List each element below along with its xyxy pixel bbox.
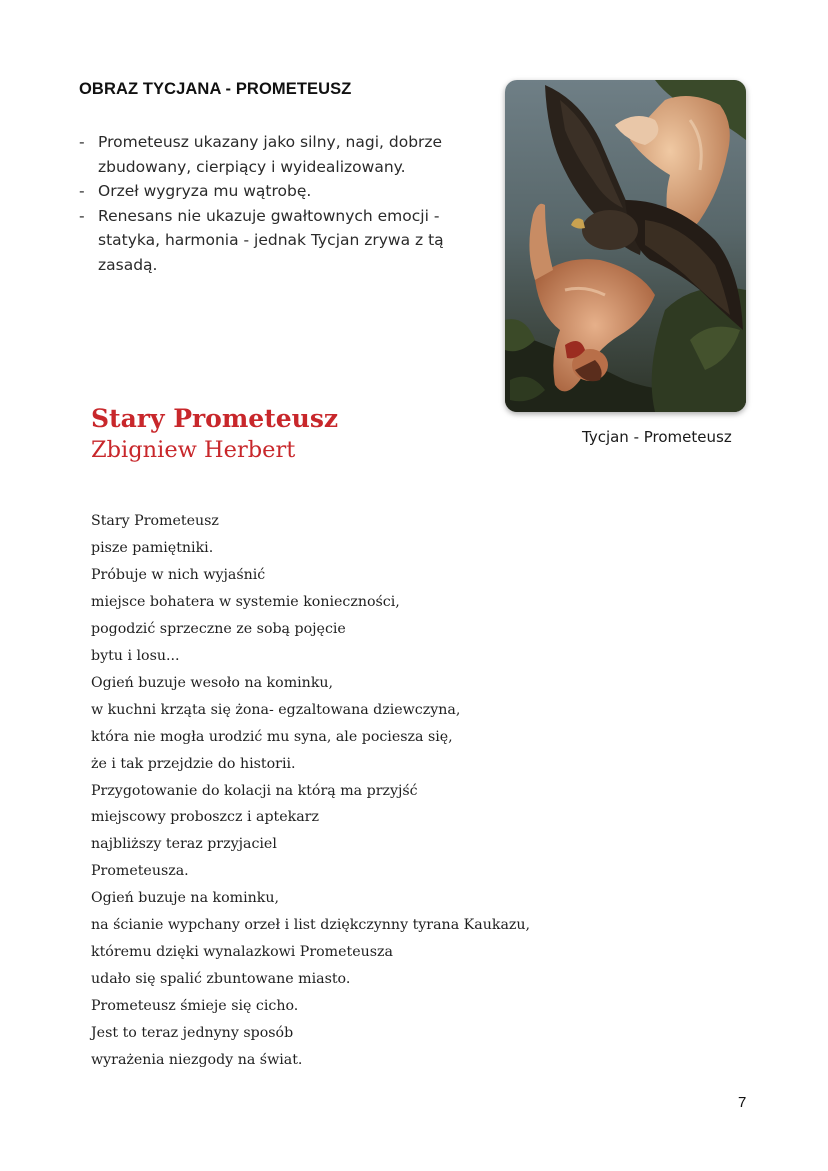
poem-line: któremu dzięki wynalazkowi Prometeusza [91,944,393,961]
poem-line: na ścianie wypchany orzeł i list dziękczynny tyrana Kaukazu, [91,917,531,934]
painting-caption: Tycjan - Prometeusz [582,428,732,446]
poem-line: w kuchni krząta się żona- egzaltowana dziewczyna, [91,701,461,718]
poem-line: Prometeusza. [91,863,189,880]
bullet-line: Renesans nie ukazuje gwałtownych emocji - [98,206,440,225]
poem-line: Ogień buzuje na kominku, [91,890,280,907]
poem-title: Stary Prometeusz [91,404,339,433]
bullet-marker: - [79,182,85,200]
poem-line: Jest to teraz jednyny sposób [91,1025,294,1042]
bullet-line: statyka, harmonia - jednak Tycjan zrywa z tą [98,231,444,249]
bullet-item [79,130,479,179]
poem-line: najbliższy teraz przyjaciel [91,836,277,853]
poem-line: pisze pamiętniki. [91,539,214,556]
poem-line: miejscowy proboszcz i aptekarz [91,809,319,826]
poem-line: wyrażenia niezgody na świat. [91,1052,303,1069]
bullet-list [79,130,479,277]
poem-line: że i tak przejdzie do historii. [91,755,296,772]
bullet-marker: - [79,133,85,151]
painting-image [505,80,746,412]
poem-line: Próbuje w nich wyjaśnić [91,566,266,583]
section-heading: OBRAZ TYCJANA - PROMETEUSZ [79,80,352,98]
poem-body [91,508,530,1074]
poem-line: która nie mogła urodzić mu syna, ale pociesza się, [91,728,453,745]
poem-line: miejsce bohatera w systemie konieczności, [91,593,400,610]
bullet-line: Orzeł wygryza mu wątrobę. [98,182,312,200]
bullet-line: zasadą. [98,255,158,274]
poem-line: Ogień buzuje wesoło na kominku, [91,674,334,691]
poem-author: Zbigniew Herbert [91,437,296,463]
bullet-line: Prometeusz ukazany jako silny, nagi, dobrze [98,133,443,151]
bullet-marker: - [79,206,85,225]
bullet-item [79,204,479,278]
bullet-item [79,179,479,204]
poem-line: pogodzić sprzeczne ze sobą pojęcie [91,620,346,637]
poem-line: Przygotowanie do kolacji na którą ma przyjść [91,782,418,799]
poem-line: Stary Prometeusz [91,513,219,529]
poem-line: udało się spalić zbuntowane miasto. [91,971,351,988]
bullet-line: zbudowany, cierpiący i wyidealizowany. [98,157,406,176]
poem-line: Prometeusz śmieje się cicho. [91,998,299,1015]
page-number: 7 [738,1094,747,1111]
poem-line: bytu i losu... [91,647,180,664]
